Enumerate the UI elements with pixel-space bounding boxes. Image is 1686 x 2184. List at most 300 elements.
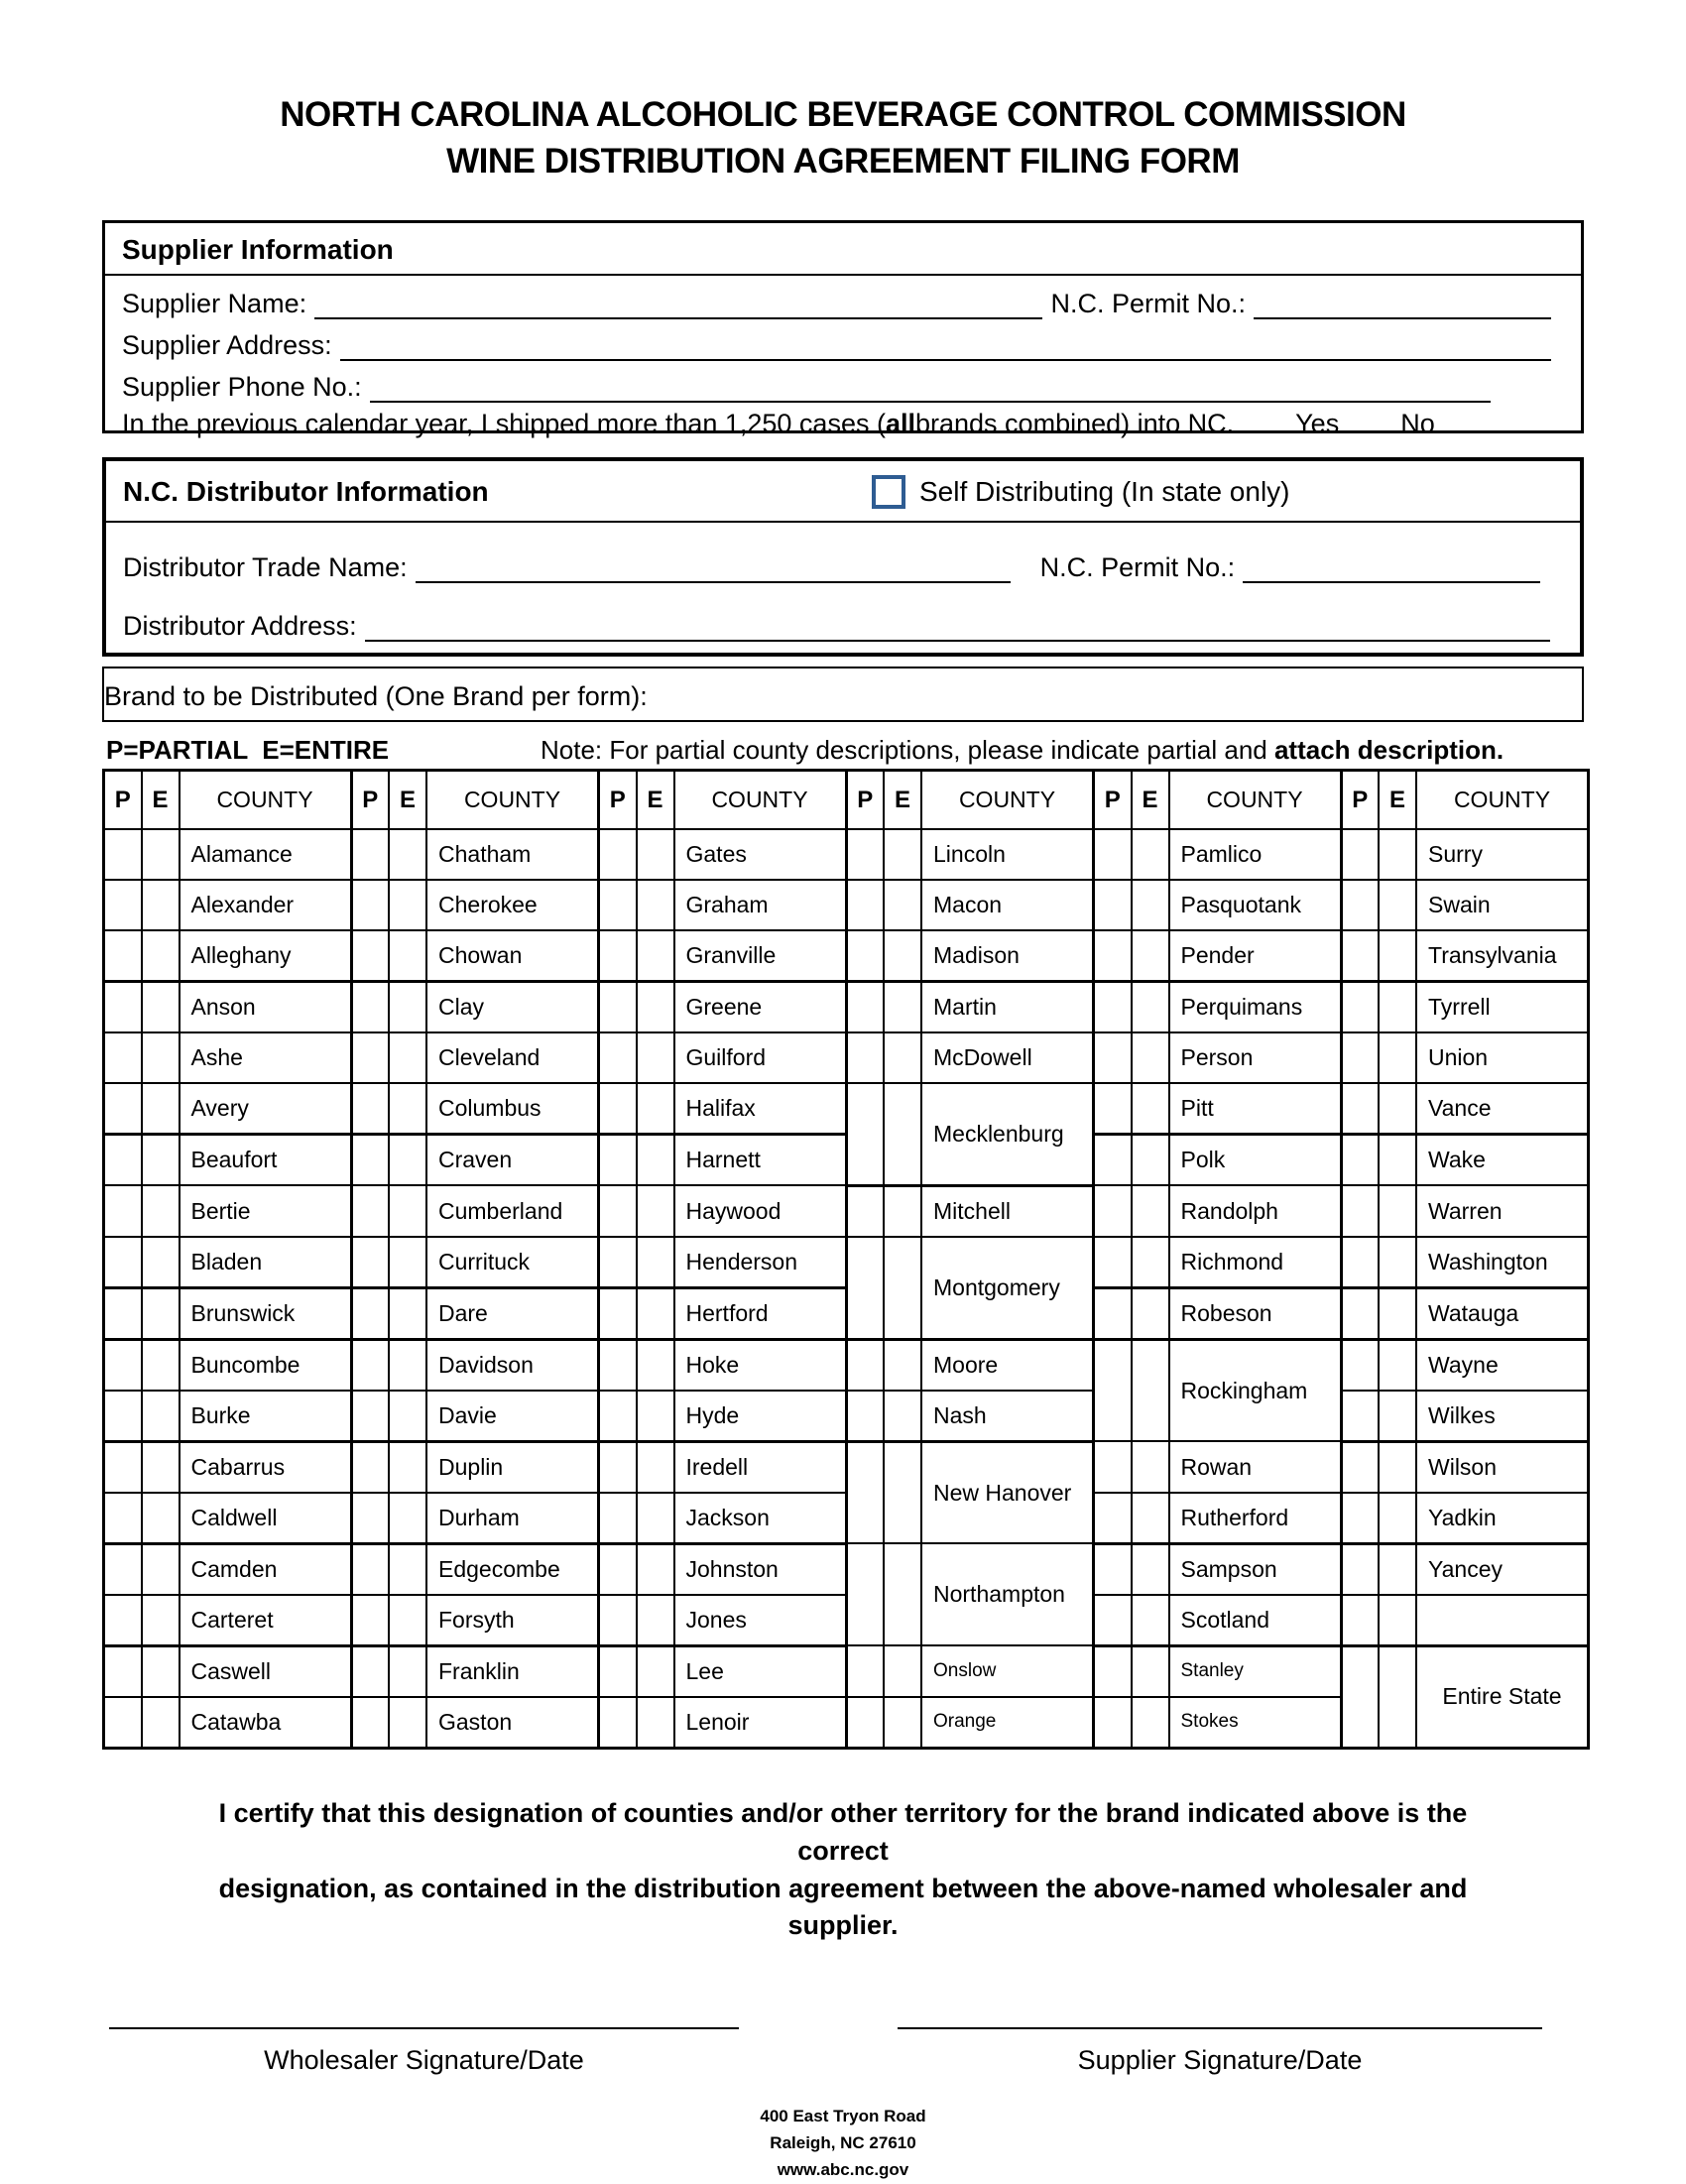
- partial-mark-cell-6-15[interactable]: [1341, 1543, 1379, 1595]
- partial-mark-cell-4-5[interactable]: [846, 1032, 884, 1083]
- entire-mark-cell-3-5[interactable]: [637, 1032, 674, 1083]
- partial-description-note: [541, 735, 1504, 766]
- partial-mark-cell-2-5[interactable]: [351, 1032, 389, 1083]
- county-header: COUNTY: [180, 771, 352, 830]
- county-cell: Sampson: [1169, 1543, 1342, 1595]
- e-header: E: [389, 771, 426, 830]
- county-cell: Moore: [921, 1339, 1094, 1391]
- partial-mark-cell-5-13[interactable]: [1094, 1441, 1132, 1493]
- supplier-address-field[interactable]: [340, 331, 1551, 361]
- entire-mark-cell-1-9[interactable]: [142, 1237, 180, 1288]
- partial-mark-cell-4-3[interactable]: [846, 930, 884, 982]
- entire-mark-cell-5-18[interactable]: [1132, 1697, 1169, 1749]
- supplier-information-section: [102, 220, 1584, 438]
- county-cell: Wilson: [1416, 1441, 1589, 1493]
- county-cell: Wake: [1416, 1135, 1589, 1186]
- entire-mark-cell-2-16[interactable]: [389, 1595, 426, 1646]
- partial-mark-cell-5-7[interactable]: [1094, 1135, 1132, 1186]
- partial-mark-cell-6-13[interactable]: [1341, 1441, 1379, 1493]
- entire-mark-cell-5-3[interactable]: [1132, 930, 1169, 982]
- county-cell: Johnston: [674, 1543, 847, 1595]
- e-header: E: [1379, 771, 1416, 830]
- partial-mark-cell-2-9[interactable]: [351, 1237, 389, 1288]
- entire-mark-cell-6-10[interactable]: [1379, 1287, 1416, 1339]
- entire-mark-cell-4-3[interactable]: [884, 930, 921, 982]
- partial-mark-cell-1-10[interactable]: [104, 1287, 142, 1339]
- partial-mark-cell-6-8[interactable]: [1341, 1185, 1379, 1237]
- shipped-yes-label: Yes: [1295, 409, 1340, 438]
- county-cell: Columbus: [426, 1083, 599, 1135]
- county-cell: Orange: [921, 1697, 1094, 1749]
- county-cell: Richmond: [1169, 1237, 1342, 1288]
- entire-mark-cell-1-10[interactable]: [142, 1287, 180, 1339]
- partial-mark-cell-1-16[interactable]: [104, 1595, 142, 1646]
- entire-mark-cell-6-6[interactable]: [1379, 1083, 1416, 1135]
- e-header: E: [637, 771, 674, 830]
- entire-mark-cell-1-14[interactable]: [142, 1493, 180, 1544]
- p-header: P: [1341, 771, 1379, 830]
- entire-mark-cell-2-6[interactable]: [389, 1083, 426, 1135]
- entire-mark-cell-4-6[interactable]: [884, 1083, 921, 1185]
- partial-mark-cell-3-10[interactable]: [599, 1287, 637, 1339]
- partial-mark-cell-1-18[interactable]: [104, 1697, 142, 1749]
- partial-mark-cell-6-12[interactable]: [1341, 1391, 1379, 1442]
- entire-mark-cell-2-3[interactable]: [389, 930, 426, 982]
- county-cell: Duplin: [426, 1441, 599, 1493]
- entire-mark-cell-5-15[interactable]: [1132, 1543, 1169, 1595]
- partial-mark-cell-6-17[interactable]: [1341, 1645, 1379, 1748]
- county-cell: [1416, 1595, 1589, 1646]
- partial-mark-cell-6-9[interactable]: [1341, 1237, 1379, 1288]
- entire-mark-cell-2-1[interactable]: [389, 829, 426, 880]
- entire-mark-cell-4-4[interactable]: [884, 982, 921, 1033]
- entire-mark-cell-1-16[interactable]: [142, 1595, 180, 1646]
- partial-mark-cell-2-18[interactable]: [351, 1697, 389, 1749]
- partial-mark-cell-4-17[interactable]: [846, 1645, 884, 1697]
- partial-mark-cell-1-11[interactable]: [104, 1339, 142, 1391]
- entire-mark-cell-6-14[interactable]: [1379, 1493, 1416, 1544]
- entire-mark-cell-4-11[interactable]: [884, 1339, 921, 1391]
- county-cell: Lenoir: [674, 1697, 847, 1749]
- footer-city: Raleigh, NC 27610: [770, 2133, 916, 2153]
- partial-mark-cell-2-6[interactable]: [351, 1083, 389, 1135]
- partial-mark-cell-3-13[interactable]: [599, 1441, 637, 1493]
- county-cell: Swain: [1416, 880, 1589, 930]
- brand-row: [104, 676, 1582, 712]
- entire-mark-cell-1-18[interactable]: [142, 1697, 180, 1749]
- partial-mark-cell-5-8[interactable]: [1094, 1185, 1132, 1237]
- entire-mark-cell-5-10[interactable]: [1132, 1287, 1169, 1339]
- entire-mark-cell-1-11[interactable]: [142, 1339, 180, 1391]
- entire-mark-cell-6-2[interactable]: [1379, 880, 1416, 930]
- partial-mark-cell-4-12[interactable]: [846, 1391, 884, 1442]
- partial-mark-cell-4-2[interactable]: [846, 880, 884, 930]
- partial-mark-cell-3-3[interactable]: [599, 930, 637, 982]
- entire-mark-cell-2-15[interactable]: [389, 1543, 426, 1595]
- entire-mark-cell-4-13[interactable]: [884, 1441, 921, 1543]
- entire-mark-cell-3-16[interactable]: [637, 1595, 674, 1646]
- entire-mark-cell-5-5[interactable]: [1132, 1032, 1169, 1083]
- partial-mark-cell-5-4[interactable]: [1094, 982, 1132, 1033]
- partial-mark-cell-1-3[interactable]: [104, 930, 142, 982]
- shipped-yes-field[interactable]: [1244, 403, 1285, 432]
- entire-mark-cell-1-1[interactable]: [142, 829, 180, 880]
- partial-mark-cell-6-5[interactable]: [1341, 1032, 1379, 1083]
- partial-mark-cell-2-2[interactable]: [351, 880, 389, 930]
- county-cell: Beaufort: [180, 1135, 352, 1186]
- partial-mark-cell-3-4[interactable]: [599, 982, 637, 1033]
- county-cell: Bladen: [180, 1237, 352, 1288]
- partial-mark-cell-1-8[interactable]: [104, 1185, 142, 1237]
- entire-mark-cell-3-15[interactable]: [637, 1543, 674, 1595]
- partial-mark-cell-3-6[interactable]: [599, 1083, 637, 1135]
- partial-mark-cell-6-14[interactable]: [1341, 1493, 1379, 1544]
- partial-mark-cell-3-8[interactable]: [599, 1185, 637, 1237]
- entire-mark-cell-3-9[interactable]: [637, 1237, 674, 1288]
- partial-mark-cell-2-1[interactable]: [351, 829, 389, 880]
- county-cell: Graham: [674, 880, 847, 930]
- entire-mark-cell-2-7[interactable]: [389, 1135, 426, 1186]
- county-cell: Burke: [180, 1391, 352, 1442]
- partial-mark-cell-5-15[interactable]: [1094, 1543, 1132, 1595]
- partial-mark-cell-6-1[interactable]: [1341, 829, 1379, 880]
- form-title-line-2: WINE DISTRIBUTION AGREEMENT FILING FORM: [446, 142, 1240, 182]
- wholesaler-signature-line[interactable]: [109, 2027, 739, 2029]
- county-cell: Davidson: [426, 1339, 599, 1391]
- entire-mark-cell-4-17[interactable]: [884, 1645, 921, 1697]
- entire-mark-cell-5-13[interactable]: [1132, 1441, 1169, 1493]
- self-distributing-label: Self Distributing (In state only): [919, 476, 1290, 507]
- county-cell: Entire State: [1416, 1645, 1589, 1748]
- partial-mark-cell-1-5[interactable]: [104, 1032, 142, 1083]
- p-header: P: [599, 771, 637, 830]
- entire-mark-cell-6-4[interactable]: [1379, 982, 1416, 1033]
- partial-mark-cell-5-16[interactable]: [1094, 1595, 1132, 1646]
- entire-mark-cell-2-12[interactable]: [389, 1391, 426, 1442]
- county-cell: Surry: [1416, 829, 1589, 880]
- county-cell: Lincoln: [921, 829, 1094, 880]
- wholesaler-signature-label: Wholesaler Signature/Date: [264, 2045, 584, 2075]
- entire-mark-cell-2-17[interactable]: [389, 1645, 426, 1697]
- partial-mark-cell-3-5[interactable]: [599, 1032, 637, 1083]
- partial-mark-cell-3-7[interactable]: [599, 1135, 637, 1186]
- entire-mark-cell-2-10[interactable]: [389, 1287, 426, 1339]
- supplier-permit-field[interactable]: [1254, 290, 1551, 319]
- partial-mark-cell-3-15[interactable]: [599, 1543, 637, 1595]
- distributor-permit-field[interactable]: [1243, 553, 1540, 583]
- partial-mark-cell-4-8[interactable]: [846, 1185, 884, 1237]
- county-cell: Yancey: [1416, 1543, 1589, 1595]
- supplier-name-field[interactable]: [314, 290, 1042, 319]
- partial-mark-cell-4-4[interactable]: [846, 982, 884, 1033]
- partial-mark-cell-3-9[interactable]: [599, 1237, 637, 1288]
- partial-mark-cell-2-16[interactable]: [351, 1595, 389, 1646]
- partial-mark-cell-4-9[interactable]: [846, 1237, 884, 1340]
- partial-mark-cell-3-2[interactable]: [599, 880, 637, 930]
- entire-mark-cell-3-3[interactable]: [637, 930, 674, 982]
- entire-mark-cell-3-8[interactable]: [637, 1185, 674, 1237]
- partial-mark-cell-6-6[interactable]: [1341, 1083, 1379, 1135]
- partial-mark-cell-5-14[interactable]: [1094, 1493, 1132, 1544]
- partial-mark-cell-2-15[interactable]: [351, 1543, 389, 1595]
- county-cell: Hertford: [674, 1287, 847, 1339]
- partial-mark-cell-5-11[interactable]: [1094, 1339, 1132, 1441]
- entire-mark-cell-2-9[interactable]: [389, 1237, 426, 1288]
- entire-mark-cell-6-12[interactable]: [1379, 1391, 1416, 1442]
- entire-mark-cell-6-16[interactable]: [1379, 1595, 1416, 1646]
- partial-mark-cell-1-6[interactable]: [104, 1083, 142, 1135]
- partial-mark-cell-5-17[interactable]: [1094, 1645, 1132, 1697]
- entire-mark-cell-1-15[interactable]: [142, 1543, 180, 1595]
- county-cell: Iredell: [674, 1441, 847, 1493]
- entire-mark-cell-6-1[interactable]: [1379, 829, 1416, 880]
- supplier-section-body: [105, 276, 1581, 442]
- county-header: COUNTY: [921, 771, 1094, 830]
- county-cell: Transylvania: [1416, 930, 1589, 982]
- entire-mark-cell-3-11[interactable]: [637, 1339, 674, 1391]
- entire-mark-cell-6-15[interactable]: [1379, 1543, 1416, 1595]
- county-cell: Watauga: [1416, 1287, 1589, 1339]
- distributor-trade-name-row: [123, 525, 1550, 583]
- shipped-statement-suffix: brands combined) into NC.: [915, 409, 1235, 438]
- entire-mark-cell-2-14[interactable]: [389, 1493, 426, 1544]
- entire-mark-cell-3-2[interactable]: [637, 880, 674, 930]
- supplier-section-title: Supplier Information: [105, 223, 1581, 276]
- partial-mark-cell-4-15[interactable]: [846, 1543, 884, 1645]
- entire-mark-cell-1-4[interactable]: [142, 982, 180, 1033]
- partial-mark-cell-5-10[interactable]: [1094, 1287, 1132, 1339]
- entire-mark-cell-1-7[interactable]: [142, 1135, 180, 1186]
- entire-mark-cell-5-14[interactable]: [1132, 1493, 1169, 1544]
- county-cell: Rockingham: [1169, 1339, 1342, 1441]
- distributor-trade-name-label: Distributor Trade Name:: [123, 552, 408, 582]
- county-cell: Cabarrus: [180, 1441, 352, 1493]
- partial-mark-cell-4-1[interactable]: [846, 829, 884, 880]
- partial-mark-cell-5-18[interactable]: [1094, 1697, 1132, 1749]
- partial-mark-cell-3-17[interactable]: [599, 1645, 637, 1697]
- entire-mark-cell-5-1[interactable]: [1132, 829, 1169, 880]
- partial-mark-cell-6-7[interactable]: [1341, 1135, 1379, 1186]
- partial-mark-cell-2-11[interactable]: [351, 1339, 389, 1391]
- county-cell: Cherokee: [426, 880, 599, 930]
- entire-mark-cell-2-5[interactable]: [389, 1032, 426, 1083]
- county-cell: Jones: [674, 1595, 847, 1646]
- entire-mark-cell-5-7[interactable]: [1132, 1135, 1169, 1186]
- partial-mark-cell-2-10[interactable]: [351, 1287, 389, 1339]
- partial-mark-cell-1-2[interactable]: [104, 880, 142, 930]
- entire-mark-cell-5-6[interactable]: [1132, 1083, 1169, 1135]
- partial-mark-cell-1-13[interactable]: [104, 1441, 142, 1493]
- county-cell: Henderson: [674, 1237, 847, 1288]
- entire-mark-cell-2-8[interactable]: [389, 1185, 426, 1237]
- entire-mark-cell-5-16[interactable]: [1132, 1595, 1169, 1646]
- entire-mark-cell-6-3[interactable]: [1379, 930, 1416, 982]
- county-cell: Northampton: [921, 1543, 1094, 1645]
- e-header: E: [1132, 771, 1169, 830]
- entire-mark-cell-6-13[interactable]: [1379, 1441, 1416, 1493]
- entire-mark-cell-5-11[interactable]: [1132, 1339, 1169, 1441]
- partial-mark-cell-1-17[interactable]: [104, 1645, 142, 1697]
- entire-mark-cell-4-18[interactable]: [884, 1697, 921, 1749]
- shipped-no-field[interactable]: [1349, 403, 1390, 432]
- partial-mark-cell-2-14[interactable]: [351, 1493, 389, 1544]
- entire-mark-cell-3-12[interactable]: [637, 1391, 674, 1442]
- entire-mark-cell-1-2[interactable]: [142, 880, 180, 930]
- entire-mark-cell-1-17[interactable]: [142, 1645, 180, 1697]
- partial-mark-cell-3-11[interactable]: [599, 1339, 637, 1391]
- county-cell: Person: [1169, 1032, 1342, 1083]
- supplier-address-label: Supplier Address:: [122, 330, 332, 360]
- partial-mark-cell-4-18[interactable]: [846, 1697, 884, 1749]
- entire-mark-cell-4-8[interactable]: [884, 1185, 921, 1237]
- partial-mark-cell-6-16[interactable]: [1341, 1595, 1379, 1646]
- county-cell: Bertie: [180, 1185, 352, 1237]
- entire-mark-cell-4-9[interactable]: [884, 1237, 921, 1340]
- county-cell: Washington: [1416, 1237, 1589, 1288]
- entire-mark-cell-1-8[interactable]: [142, 1185, 180, 1237]
- entire-mark-cell-2-11[interactable]: [389, 1339, 426, 1391]
- county-cell: Wilkes: [1416, 1391, 1589, 1442]
- entire-mark-cell-4-5[interactable]: [884, 1032, 921, 1083]
- entire-mark-cell-4-2[interactable]: [884, 880, 921, 930]
- partial-mark-cell-2-12[interactable]: [351, 1391, 389, 1442]
- p-header: P: [1094, 771, 1132, 830]
- entire-mark-cell-5-2[interactable]: [1132, 880, 1169, 930]
- county-cell: Camden: [180, 1543, 352, 1595]
- partial-mark-cell-6-2[interactable]: [1341, 880, 1379, 930]
- entire-mark-cell-3-18[interactable]: [637, 1697, 674, 1749]
- partial-mark-cell-3-18[interactable]: [599, 1697, 637, 1749]
- partial-mark-cell-5-9[interactable]: [1094, 1237, 1132, 1288]
- shipped-statement-bold: all: [885, 409, 915, 438]
- entire-mark-cell-6-7[interactable]: [1379, 1135, 1416, 1186]
- supplier-phone-field[interactable]: [370, 373, 1491, 403]
- entire-mark-cell-2-4[interactable]: [389, 982, 426, 1033]
- partial-mark-cell-2-13[interactable]: [351, 1441, 389, 1493]
- county-cell: Mitchell: [921, 1185, 1094, 1237]
- entire-mark-cell-3-13[interactable]: [637, 1441, 674, 1493]
- entire-mark-cell-1-12[interactable]: [142, 1391, 180, 1442]
- entire-mark-cell-6-9[interactable]: [1379, 1237, 1416, 1288]
- supplier-name-label: Supplier Name:: [122, 289, 307, 318]
- county-cell: Anson: [180, 982, 352, 1033]
- county-cell: Gaston: [426, 1697, 599, 1749]
- entire-mark-cell-4-12[interactable]: [884, 1391, 921, 1442]
- entire-mark-cell-3-14[interactable]: [637, 1493, 674, 1544]
- partial-mark-cell-6-10[interactable]: [1341, 1287, 1379, 1339]
- partial-mark-cell-1-15[interactable]: [104, 1543, 142, 1595]
- county-cell: Montgomery: [921, 1237, 1094, 1340]
- entire-mark-cell-2-13[interactable]: [389, 1441, 426, 1493]
- partial-mark-cell-2-3[interactable]: [351, 930, 389, 982]
- entire-mark-cell-3-4[interactable]: [637, 982, 674, 1033]
- p-header: P: [351, 771, 389, 830]
- partial-mark-cell-3-14[interactable]: [599, 1493, 637, 1544]
- county-cell: Avery: [180, 1083, 352, 1135]
- partial-mark-cell-2-4[interactable]: [351, 982, 389, 1033]
- entire-mark-cell-6-17[interactable]: [1379, 1645, 1416, 1748]
- partial-mark-cell-5-2[interactable]: [1094, 880, 1132, 930]
- partial-mark-cell-1-14[interactable]: [104, 1493, 142, 1544]
- partial-mark-cell-2-8[interactable]: [351, 1185, 389, 1237]
- supplier-signature-line[interactable]: [898, 2027, 1542, 2029]
- supplier-shipped-row: [122, 403, 1551, 442]
- county-cell: Granville: [674, 930, 847, 982]
- partial-mark-cell-1-1[interactable]: [104, 829, 142, 880]
- entire-mark-cell-1-13[interactable]: [142, 1441, 180, 1493]
- county-cell: Rowan: [1169, 1441, 1342, 1493]
- county-cell: Alamance: [180, 829, 352, 880]
- partial-mark-cell-1-4[interactable]: [104, 982, 142, 1033]
- entire-mark-cell-5-17[interactable]: [1132, 1645, 1169, 1697]
- partial-mark-cell-3-12[interactable]: [599, 1391, 637, 1442]
- distributor-address-field[interactable]: [365, 612, 1550, 642]
- entire-mark-cell-6-5[interactable]: [1379, 1032, 1416, 1083]
- partial-mark-cell-5-5[interactable]: [1094, 1032, 1132, 1083]
- partial-mark-cell-5-3[interactable]: [1094, 930, 1132, 982]
- entire-mark-cell-4-1[interactable]: [884, 829, 921, 880]
- self-distributing-checkbox[interactable]: [872, 475, 905, 509]
- entire-mark-cell-3-1[interactable]: [637, 829, 674, 880]
- note-prefix: Note: For partial county descriptions, please indicate partial and: [541, 735, 1274, 765]
- entire-mark-cell-2-18[interactable]: [389, 1697, 426, 1749]
- entire-mark-cell-5-9[interactable]: [1132, 1237, 1169, 1288]
- entire-mark-cell-2-2[interactable]: [389, 880, 426, 930]
- partial-mark-cell-2-17[interactable]: [351, 1645, 389, 1697]
- supplier-address-row: [122, 319, 1551, 361]
- footer-street: 400 East Tryon Road: [760, 2107, 926, 2125]
- entire-mark-cell-4-15[interactable]: [884, 1543, 921, 1645]
- partial-mark-cell-1-12[interactable]: [104, 1391, 142, 1442]
- county-header: COUNTY: [1416, 771, 1589, 830]
- partial-mark-cell-1-7[interactable]: [104, 1135, 142, 1186]
- entire-mark-cell-6-8[interactable]: [1379, 1185, 1416, 1237]
- distributor-trade-name-field[interactable]: [416, 553, 1011, 583]
- partial-mark-cell-2-7[interactable]: [351, 1135, 389, 1186]
- entire-mark-cell-1-5[interactable]: [142, 1032, 180, 1083]
- partial-mark-cell-4-11[interactable]: [846, 1339, 884, 1391]
- partial-mark-cell-4-13[interactable]: [846, 1441, 884, 1543]
- entire-mark-cell-6-11[interactable]: [1379, 1339, 1416, 1391]
- partial-mark-cell-6-3[interactable]: [1341, 930, 1379, 982]
- county-header: COUNTY: [674, 771, 847, 830]
- partial-mark-cell-5-1[interactable]: [1094, 829, 1132, 880]
- county-cell: Macon: [921, 880, 1094, 930]
- entire-mark-cell-5-4[interactable]: [1132, 982, 1169, 1033]
- entire-mark-cell-3-7[interactable]: [637, 1135, 674, 1186]
- entire-mark-cell-3-17[interactable]: [637, 1645, 674, 1697]
- county-cell: Martin: [921, 982, 1094, 1033]
- entire-mark-cell-1-6[interactable]: [142, 1083, 180, 1135]
- county-cell: Ashe: [180, 1032, 352, 1083]
- entire-mark-cell-1-3[interactable]: [142, 930, 180, 982]
- partial-mark-cell-3-16[interactable]: [599, 1595, 637, 1646]
- brand-label: Brand to be Distributed (One Brand per form):: [104, 681, 648, 711]
- partial-mark-cell-3-1[interactable]: [599, 829, 637, 880]
- county-cell: Forsyth: [426, 1595, 599, 1646]
- partial-mark-cell-4-6[interactable]: [846, 1083, 884, 1185]
- county-cell: Onslow: [921, 1645, 1094, 1697]
- entire-mark-cell-3-10[interactable]: [637, 1287, 674, 1339]
- entire-mark-cell-5-8[interactable]: [1132, 1185, 1169, 1237]
- entire-mark-cell-3-6[interactable]: [637, 1083, 674, 1135]
- county-table: [102, 769, 1590, 1750]
- county-cell: Chatham: [426, 829, 599, 880]
- partial-mark-cell-6-11[interactable]: [1341, 1339, 1379, 1391]
- partial-mark-cell-5-6[interactable]: [1094, 1083, 1132, 1135]
- partial-mark-cell-6-4[interactable]: [1341, 982, 1379, 1033]
- partial-mark-cell-1-9[interactable]: [104, 1237, 142, 1288]
